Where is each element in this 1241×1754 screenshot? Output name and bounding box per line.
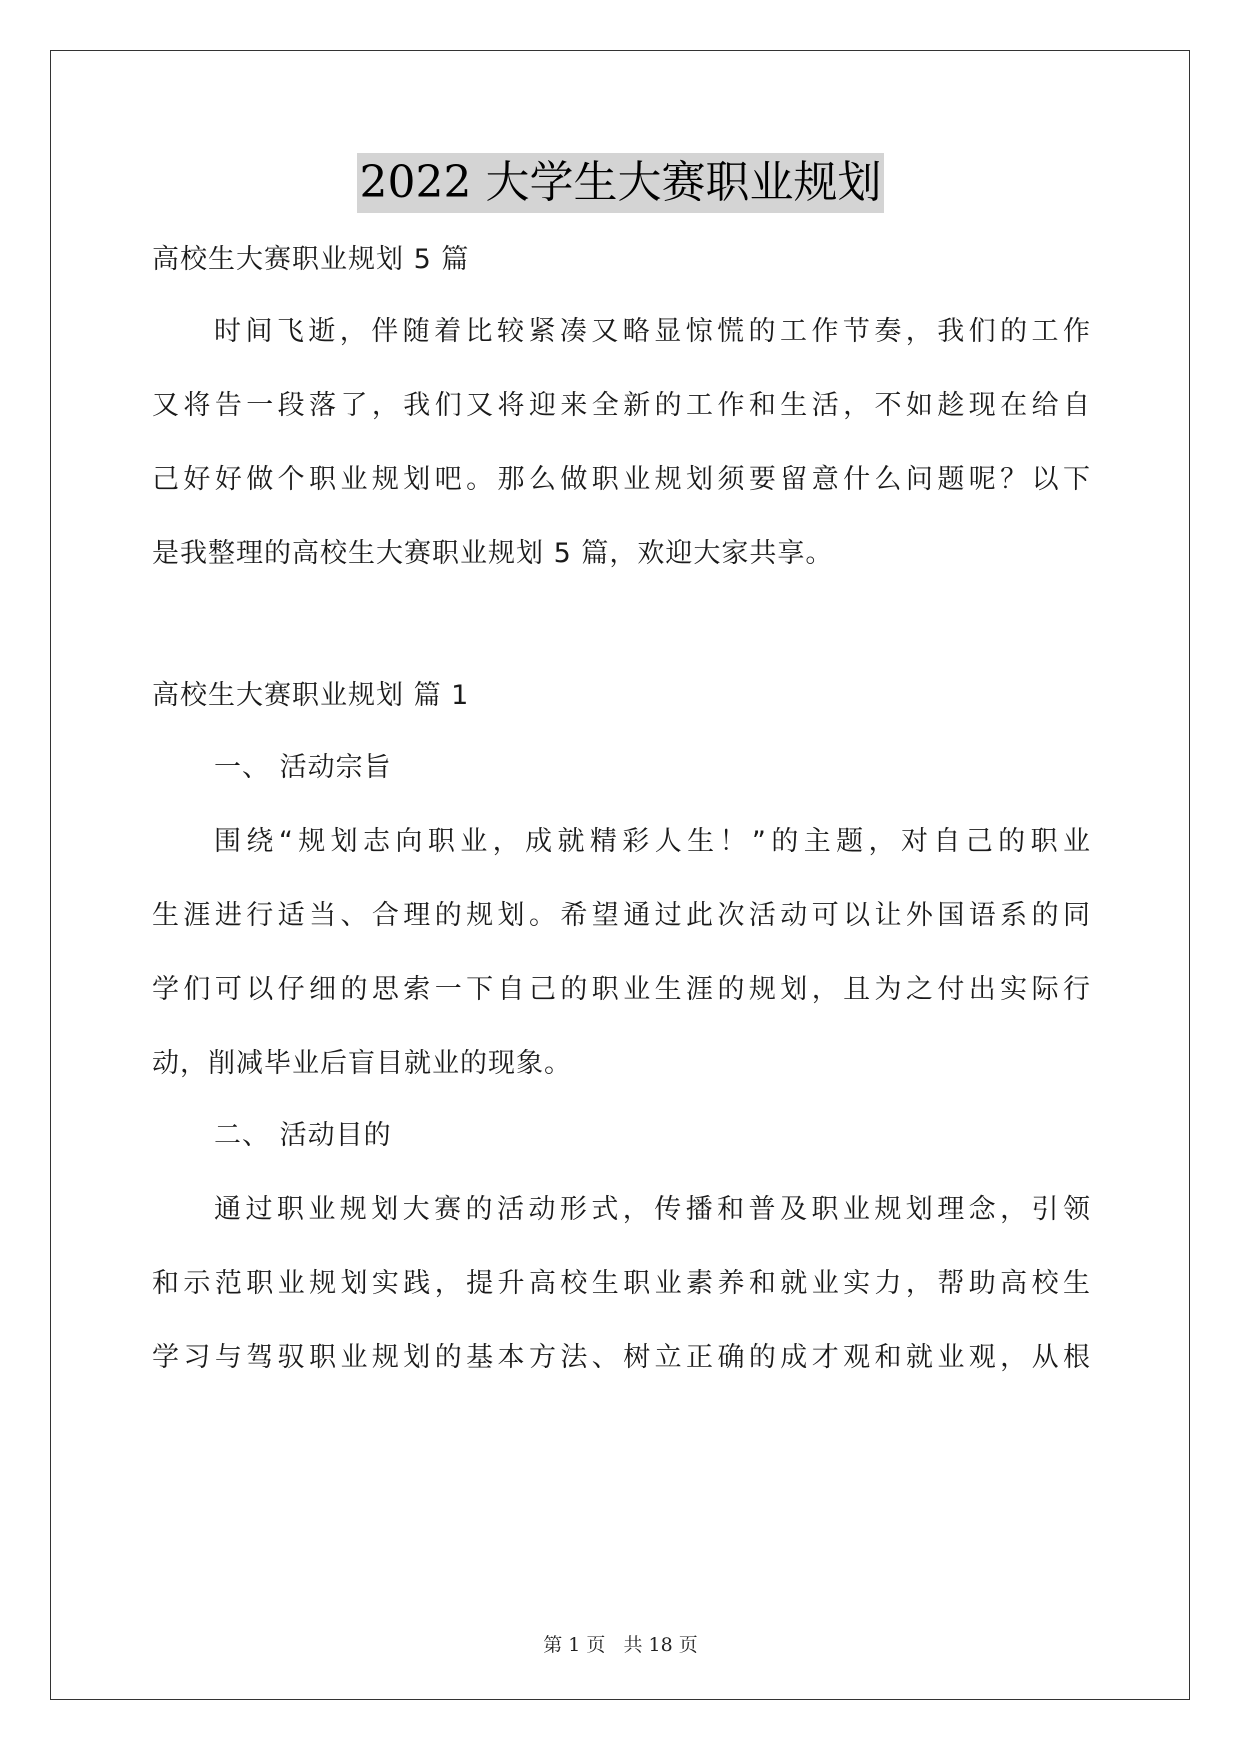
para-1-line-3: 学们可以仔细的思索一下自己的职业生涯的规划，且为之付出实际行 [152, 974, 1090, 1005]
para-2-line-3: 学习与驾驭职业规划的基本方法、树立正确的成才观和就业观，从根 [152, 1342, 1090, 1373]
heading-2: 二、 活动目的 [214, 1120, 392, 1151]
document-title: 2022 大学生大赛职业规划 [357, 153, 885, 213]
subtitle: 高校生大赛职业规划 5 篇 [152, 244, 470, 275]
page-border [50, 50, 1190, 1700]
para-1-line-4: 动，削减毕业后盲目就业的现象。 [152, 1048, 572, 1079]
intro-line-2: 又将告一段落了，我们又将迎来全新的工作和生活，不如趁现在给自 [152, 390, 1090, 421]
page-number: 第 1 页 [543, 1634, 606, 1656]
intro-line-3: 己好好做个职业规划吧。那么做职业规划须要留意什么问题呢？以下 [152, 464, 1090, 495]
page-total: 共 18 页 [623, 1634, 698, 1656]
heading-1: 一、 活动宗旨 [214, 752, 392, 783]
para-2-line-1: 通过职业规划大赛的活动形式，传播和普及职业规划理念，引领 [214, 1194, 1090, 1225]
para-1-line-1: 围绕“规划志向职业，成就精彩人生！”的主题，对自己的职业 [214, 826, 1090, 857]
section-title: 高校生大赛职业规划 篇 1 [152, 680, 470, 711]
para-2-line-2: 和示范职业规划实践，提升高校生职业素养和就业实力，帮助高校生 [152, 1268, 1090, 1299]
intro-line-1: 时间飞逝，伴随着比较紧凑又略显惊慌的工作节奏，我们的工作 [214, 316, 1090, 347]
intro-line-4: 是我整理的高校生大赛职业规划 5 篇，欢迎大家共享。 [152, 538, 834, 569]
title-container [0, 153, 1241, 213]
para-1-line-2: 生涯进行适当、合理的规划。希望通过此次活动可以让外国语系的同 [152, 900, 1090, 931]
page-footer [0, 1630, 1241, 1657]
